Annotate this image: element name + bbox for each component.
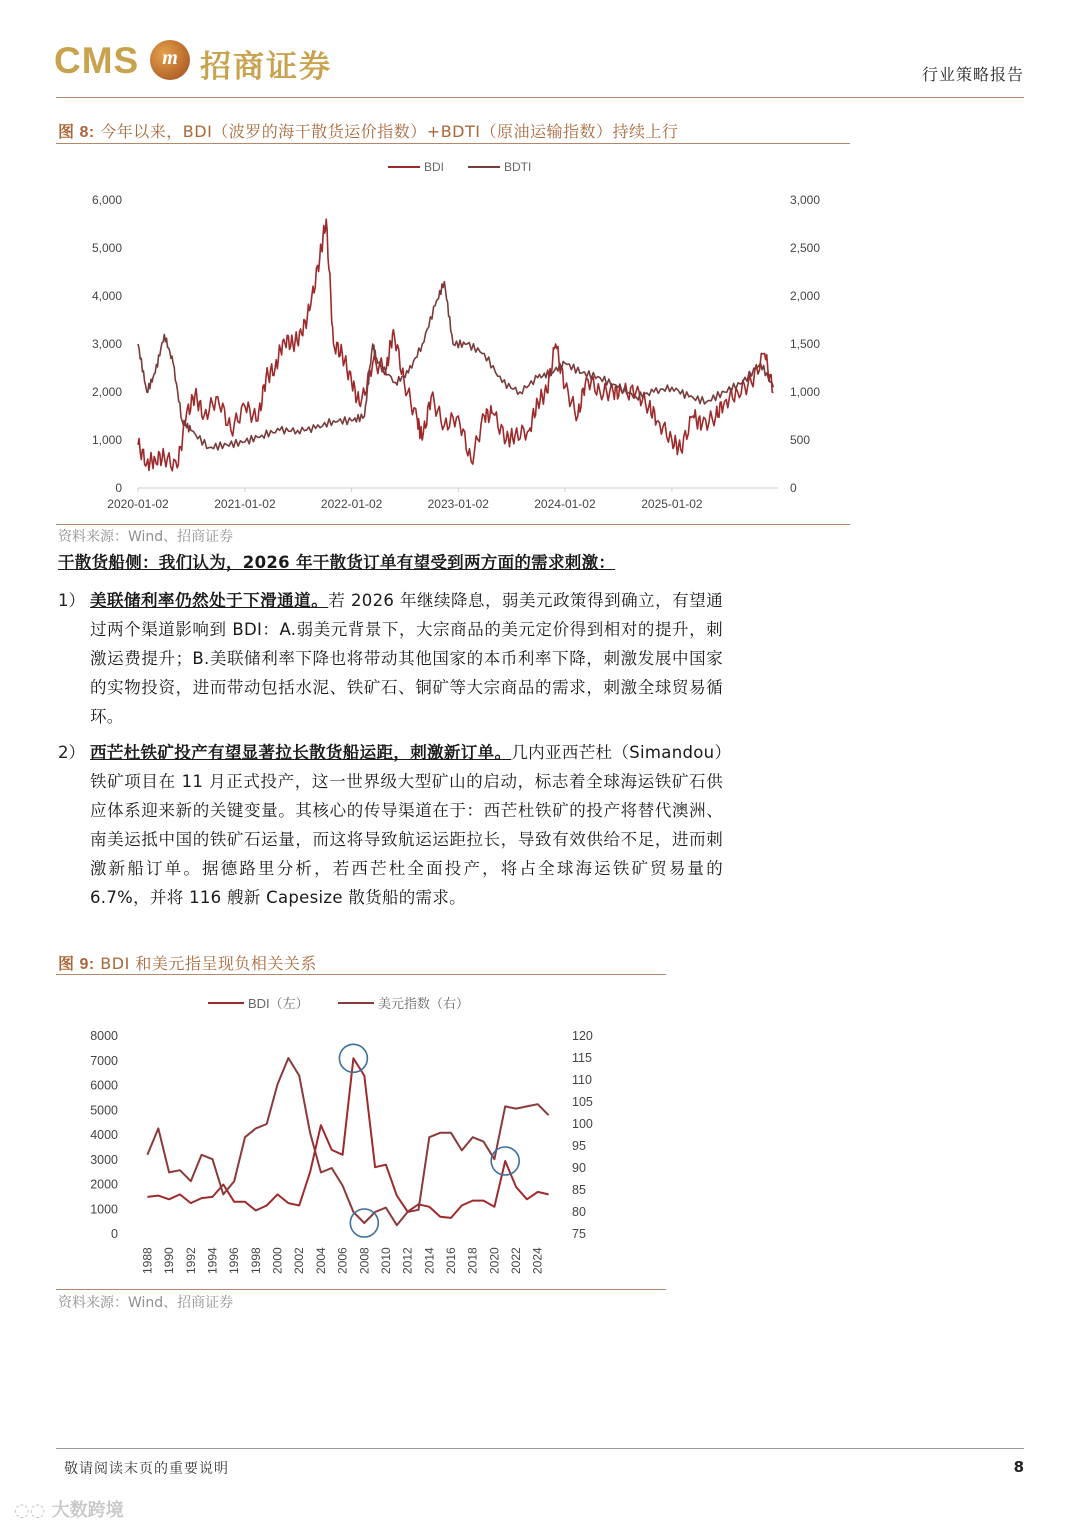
legend-label-2: BDTI [504, 160, 532, 174]
x-tick-label: 2002 [292, 1247, 307, 1274]
x-tick-label: 2010 [378, 1247, 393, 1274]
figure9-title [58, 951, 317, 974]
y-right-tick-label: 1,500 [790, 337, 821, 351]
x-tick-label: 2020 [487, 1247, 502, 1274]
y-left-tick-label: 0 [111, 1227, 118, 1241]
y-left-tick-label: 5000 [90, 1103, 118, 1118]
x-tick-label: 2012 [400, 1247, 415, 1274]
y-left-tick-label: 3,000 [91, 337, 122, 351]
y-right-tick-label: 2,500 [790, 241, 821, 255]
report-type: 行业策略报告 [921, 65, 1024, 84]
x-tick-label: 2014 [422, 1247, 437, 1274]
x-tick-label: 1992 [183, 1247, 198, 1274]
point-1-number: 1） [58, 591, 85, 610]
figure8-label: 图 8: [58, 124, 95, 141]
x-tick-label: 2018 [465, 1247, 480, 1274]
point-1 [58, 586, 723, 731]
logo-badge-text: m [162, 47, 178, 69]
x-tick-label: 1990 [162, 1247, 177, 1274]
footer-divider [56, 1448, 1024, 1449]
y-left-tick-label: 1,000 [91, 433, 122, 447]
point-2 [58, 738, 723, 912]
figure9-chart [56, 980, 666, 1285]
figure9-bottom-rule [56, 1289, 666, 1290]
x-tick-label: 2000 [270, 1247, 285, 1274]
watermark: ◌◌ 大数跨境 [14, 1500, 124, 1521]
y-right-tick-label: 2,000 [790, 289, 821, 303]
x-tick-label: 2024 [530, 1247, 545, 1274]
header-divider [56, 97, 1024, 98]
footer-note: 敬请阅读末页的重要说明 [64, 1461, 229, 1477]
logo-badge-icon [150, 40, 190, 80]
y-left-tick-label: 0 [115, 481, 122, 495]
y-left-tick-label: 1000 [90, 1202, 118, 1217]
x-tick-label: 2025-01-02 [641, 497, 703, 511]
x-tick-label: 1988 [140, 1247, 155, 1274]
y-right-tick-label: 85 [572, 1183, 586, 1197]
figure8-source: 资料来源：Wind、招商证券 [58, 529, 234, 545]
y-left-tick-label: 5,000 [91, 241, 122, 255]
x-tick-label: 2022 [509, 1247, 524, 1274]
watermark-text: 大数跨境 [51, 1500, 124, 1521]
y-right-tick-label: 100 [572, 1117, 593, 1131]
y-right-tick-label: 500 [790, 433, 811, 447]
x-tick-label: 1998 [248, 1247, 263, 1274]
x-tick-label: 2016 [444, 1247, 458, 1274]
y-right-tick-label: 90 [572, 1161, 586, 1175]
point-2-number: 2） [58, 743, 85, 762]
point-2-text: 几内亚西芒杜（Simandou）铁矿项目在 11 月正式投产，这一世界级大型矿山的启动，标志着全球海运铁矿石供应体系迎来新的关键变量。其核心的传导渠道在于：西芒杜铁矿的投产将替代澳洲、南美运抵中国的铁矿石运量，而这将导致航运运距拉长，导致有效供给不足，进而刺激新船订单。据德路里分析，若西芒杜全面投产，将占全球海运铁矿贸易量的 6.7%，并将 116 艘新 Capesize 散货船的需求。 [90, 743, 724, 907]
x-tick-label: 2022-01-02 [320, 497, 383, 511]
figure9-title-text: BDI 和美元指呈现负相关关系 [100, 954, 317, 973]
y-right-tick-label: 80 [572, 1205, 586, 1219]
y-right-tick-label: 3,000 [790, 193, 821, 207]
x-tick-label: 2024-01-02 [534, 497, 596, 511]
y-right-tick-label: 0 [790, 481, 797, 495]
company-logo [54, 38, 354, 86]
logo-chinese-name: 招商证券 [200, 49, 332, 85]
y-left-tick-label: 8000 [90, 1029, 118, 1043]
y-left-tick-label: 2,000 [91, 385, 122, 399]
x-tick-label: 1994 [205, 1247, 220, 1274]
y-left-tick-label: 6000 [90, 1078, 118, 1093]
x-tick-label: 2023-01-02 [427, 497, 489, 511]
x-tick-label: 2008 [357, 1247, 372, 1274]
y-left-tick-label: 2000 [90, 1177, 118, 1192]
y-left-tick-label: 4,000 [91, 289, 122, 303]
y-left-tick-label: 7000 [90, 1053, 118, 1068]
x-tick-label: 1996 [227, 1247, 242, 1274]
y-right-tick-label: 120 [572, 1029, 593, 1043]
y-right-tick-label: 110 [572, 1073, 592, 1087]
figure8-chart [56, 150, 850, 520]
point-1-lead: 美联储利率仍然处于下滑通道。 [90, 591, 329, 610]
y-right-tick-label: 75 [572, 1227, 586, 1241]
legend-label-2: 美元指数（右） [378, 996, 470, 1011]
point-2-lead: 西芒杜铁矿投产有望显著拉长散货船运距，刺激新订单。 [90, 743, 512, 762]
x-tick-label: 2004 [313, 1247, 328, 1274]
legend-label-1: BDI [424, 160, 445, 174]
page-number: 8 [1013, 1458, 1024, 1476]
x-tick-label: 2006 [335, 1247, 350, 1274]
legend-label-1: BDI（左） [248, 996, 309, 1011]
figure9-source: 资料来源：Wind、招商证券 [58, 1295, 234, 1311]
logo-text: CMS [54, 40, 140, 81]
point-1-text: 若 2026 年继续降息，弱美元政策得到确立，有望通过两个渠道影响到 BDI：A.弱美元背景下，大宗商品的美元定价得到相对的提升，刺激运费提升；B.美联储利率下降也将带动其他国家的本币利率下降，刺激发展中国家的实物投资，进而带动包括水泥、铁矿石、铜矿等大宗商品的需求，刺激全球贸易循环。 [90, 591, 724, 726]
series-line-usd-index [147, 1058, 548, 1225]
figure8-bottom-rule [56, 524, 850, 525]
y-right-tick-label: 115 [572, 1051, 592, 1065]
y-left-tick-label: 3000 [90, 1152, 118, 1167]
section-intro: 干散货船侧：我们认为，2026 年干散货订单有望受到两方面的需求刺激： [58, 553, 616, 572]
y-right-tick-label: 105 [572, 1095, 593, 1109]
x-tick-label: 2021-01-02 [214, 497, 276, 511]
series-line-bdi [147, 1058, 548, 1218]
figure8-title-text: 今年以来，BDI（波罗的海干散货运价指数）+BDTI（原油运输指数）持续上行 [100, 122, 679, 141]
figure9-top-rule [56, 974, 666, 975]
x-tick-label: 2020-01-02 [107, 497, 169, 511]
y-right-tick-label: 95 [572, 1139, 586, 1153]
figure8-title [58, 119, 679, 142]
y-left-tick-label: 4000 [90, 1128, 118, 1142]
figure9-label: 图 9: [58, 956, 95, 973]
y-right-tick-label: 1,000 [790, 385, 821, 399]
figure8-top-rule [56, 143, 850, 144]
y-left-tick-label: 6,000 [91, 193, 122, 207]
